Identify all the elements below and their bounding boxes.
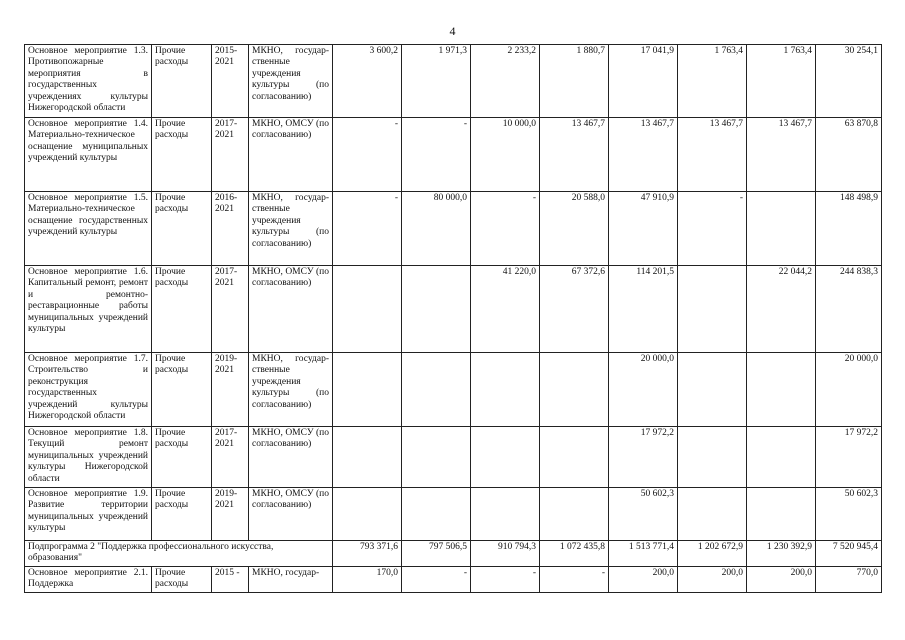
amount-cell (747, 488, 816, 541)
amount-cell (471, 488, 540, 541)
amount-cell: 20 000,0 (816, 353, 882, 427)
amount-cell (333, 427, 402, 488)
amount-cell: 13 467,7 (540, 118, 609, 192)
event-name-cell: Основное мероприятие 1.4. Материально-техническое оснащение муниципальных учреждений культуры (25, 118, 152, 192)
amount-cell: 50 602,3 (816, 488, 882, 541)
subprogram-amount: 1 230 392,9 (747, 541, 816, 567)
amount-cell (402, 266, 471, 353)
amount-cell (540, 427, 609, 488)
executor-cell: МКНО, ОМСУ (по согласованию) (249, 118, 333, 192)
amount-cell (402, 427, 471, 488)
amount-cell: 17 972,2 (816, 427, 882, 488)
years-cell: 2019-2021 (212, 353, 249, 427)
amount-cell: 22 044,2 (747, 266, 816, 353)
amount-cell: 47 910,9 (609, 192, 678, 266)
amount-cell (333, 488, 402, 541)
amount-cell: 1 763,4 (747, 45, 816, 118)
amount-cell: 1 880,7 (540, 45, 609, 118)
amount-cell: 13 467,7 (678, 118, 747, 192)
expense-type-cell: Прочие расходы (152, 488, 212, 541)
years-cell: 2017-2021 (212, 118, 249, 192)
amount-cell (402, 488, 471, 541)
executor-cell: МКНО, государ-ственные учреждения культуры (по согласованию) (249, 45, 333, 118)
amount-cell (471, 427, 540, 488)
expense-type-cell: Прочие расходы (152, 118, 212, 192)
amount-cell: - (540, 566, 609, 592)
amount-cell (747, 192, 816, 266)
page-number: 4 (449, 24, 456, 38)
subprogram-row (25, 541, 882, 567)
amount-cell (747, 427, 816, 488)
amount-cell: 80 000,0 (402, 192, 471, 266)
subprogram-amount: 1 513 771,4 (609, 541, 678, 567)
amount-cell: - (333, 192, 402, 266)
amount-cell: 200,0 (747, 566, 816, 592)
event-name-cell: Основное мероприятие 1.6. Капитальный ремонт, ремонт и ремонтно-реставрационные работы муниципальных учреждений культуры (25, 266, 152, 353)
event-name-cell: Основное мероприятие 1.9. Развитие территории муниципальных учреждений культуры (25, 488, 152, 541)
amount-cell: 3 600,2 (333, 45, 402, 118)
subprogram-amount: 1 072 435,8 (540, 541, 609, 567)
expense-type-cell: Прочие расходы (152, 566, 212, 592)
event-name-cell: Основное мероприятие 1.3. Противопожарные мероприятия в государственных учреждениях культуры Нижегородской области (25, 45, 152, 118)
amount-cell: 20 588,0 (540, 192, 609, 266)
table-row (25, 118, 882, 192)
amount-cell: - (333, 118, 402, 192)
amount-cell: 1 763,4 (678, 45, 747, 118)
table-row (25, 353, 882, 427)
years-cell: 2019-2021 (212, 488, 249, 541)
amount-cell (333, 266, 402, 353)
amount-cell (540, 488, 609, 541)
budget-table (24, 44, 882, 593)
amount-cell: - (402, 566, 471, 592)
amount-cell: 13 467,7 (609, 118, 678, 192)
subprogram-title: Подпрограмма 2 "Поддержка профессионального искусства, образования" (25, 541, 333, 567)
amount-cell: 148 498,9 (816, 192, 882, 266)
event-name-cell: Основное мероприятие 1.7. Строительство и реконструкция государственных учреждений культуры Нижегородской области (25, 353, 152, 427)
amount-cell (678, 353, 747, 427)
amount-cell: 10 000,0 (471, 118, 540, 192)
executor-cell: МКНО, государ- (249, 566, 333, 592)
amount-cell: 63 870,8 (816, 118, 882, 192)
amount-cell (333, 353, 402, 427)
years-cell: 2017-2021 (212, 427, 249, 488)
years-cell: 2015-2021 (212, 45, 249, 118)
years-cell: 2016-2021 (212, 192, 249, 266)
amount-cell: - (402, 118, 471, 192)
amount-cell: 13 467,7 (747, 118, 816, 192)
amount-cell: 114 201,5 (609, 266, 678, 353)
subprogram-amount: 793 371,6 (333, 541, 402, 567)
table-row (25, 427, 882, 488)
amount-cell: 200,0 (609, 566, 678, 592)
subprogram-amount: 910 794,3 (471, 541, 540, 567)
executor-cell: МКНО, ОМСУ (по согласованию) (249, 488, 333, 541)
table-row (25, 566, 882, 592)
event-name-cell: Основное мероприятие 1.8. Текущий ремонт муниципальных учреждений культуры Нижегородской области (25, 427, 152, 488)
amount-cell: 30 254,1 (816, 45, 882, 118)
table-row (25, 192, 882, 266)
amount-cell: 1 971,3 (402, 45, 471, 118)
expense-type-cell: Прочие расходы (152, 353, 212, 427)
amount-cell: - (471, 192, 540, 266)
subprogram-amount: 797 506,5 (402, 541, 471, 567)
amount-cell: 41 220,0 (471, 266, 540, 353)
amount-cell: 170,0 (333, 566, 402, 592)
amount-cell: 770,0 (816, 566, 882, 592)
amount-cell (678, 488, 747, 541)
amount-cell: 20 000,0 (609, 353, 678, 427)
executor-cell: МКНО, государ-ственные учреждения культуры (по согласованию) (249, 192, 333, 266)
event-name-cell: Основное мероприятие 1.5. Материально-техническое оснащение государственных учреждений культуры (25, 192, 152, 266)
amount-cell: 67 372,6 (540, 266, 609, 353)
expense-type-cell: Прочие расходы (152, 266, 212, 353)
years-cell: 2015 - (212, 566, 249, 592)
amount-cell (402, 353, 471, 427)
expense-type-cell: Прочие расходы (152, 192, 212, 266)
amount-cell: 50 602,3 (609, 488, 678, 541)
amount-cell: 17 041,9 (609, 45, 678, 118)
amount-cell: 200,0 (678, 566, 747, 592)
amount-cell: 2 233,2 (471, 45, 540, 118)
subprogram-amount: 7 520 945,4 (816, 541, 882, 567)
amount-cell: - (471, 566, 540, 592)
amount-cell: - (678, 192, 747, 266)
subprogram-amount: 1 202 672,9 (678, 541, 747, 567)
expense-type-cell: Прочие расходы (152, 427, 212, 488)
amount-cell (747, 353, 816, 427)
amount-cell (540, 353, 609, 427)
executor-cell: МКНО, ОМСУ (по согласованию) (249, 427, 333, 488)
table-row (25, 45, 882, 118)
amount-cell (678, 427, 747, 488)
amount-cell: 17 972,2 (609, 427, 678, 488)
executor-cell: МКНО, ОМСУ (по согласованию) (249, 266, 333, 353)
event-name-cell: Основное мероприятие 2.1. Поддержка (25, 566, 152, 592)
amount-cell (471, 353, 540, 427)
table-row (25, 488, 882, 541)
amount-cell (678, 266, 747, 353)
table-row (25, 266, 882, 353)
executor-cell: МКНО, государ-ственные учреждения культуры (по согласованию) (249, 353, 333, 427)
expense-type-cell: Прочие расходы (152, 45, 212, 118)
years-cell: 2017-2021 (212, 266, 249, 353)
amount-cell: 244 838,3 (816, 266, 882, 353)
